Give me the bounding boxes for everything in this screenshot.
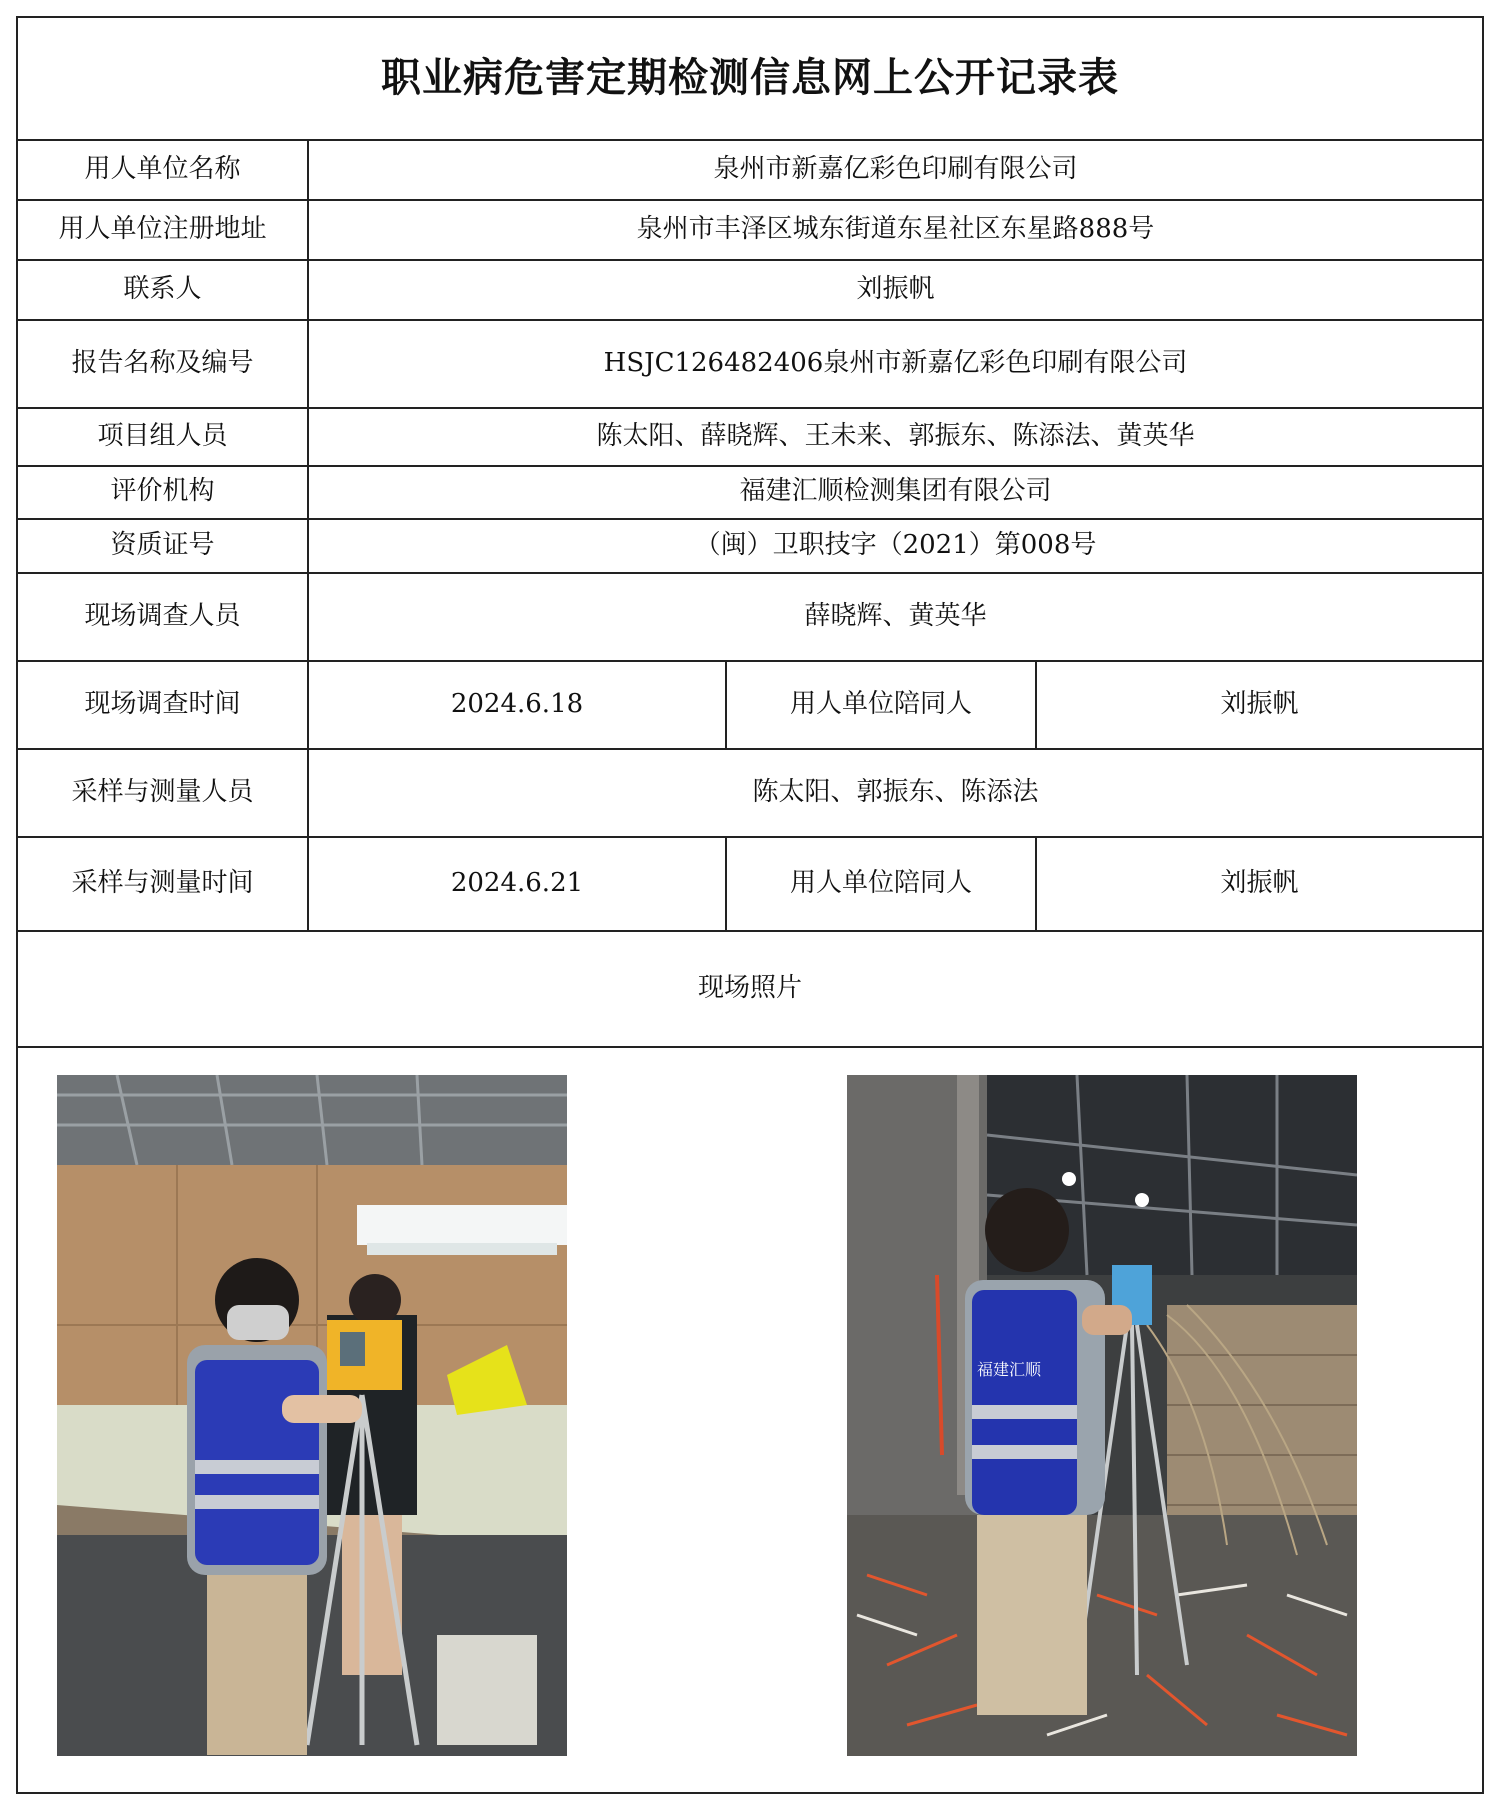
sampling-staff-label: 采样与测量人员: [71, 776, 254, 807]
survey-escort-label: 用人单位陪同人: [789, 688, 972, 719]
certificate-value: （闽）卫职技字（2021）第008号: [694, 529, 1097, 560]
survey-time-label: 现场调查时间: [84, 688, 241, 719]
employer-address-label: 用人单位注册地址: [58, 213, 267, 244]
team-value: 陈太阳、薛晓辉、王未来、郭振东、陈添法、黄英华: [596, 420, 1195, 451]
sampling-escort-value: 刘振帆: [1220, 867, 1299, 898]
survey-escort-value: 刘振帆: [1220, 688, 1299, 719]
employer-name-label: 用人单位名称: [84, 153, 241, 184]
page-title: 职业病危害定期检测信息网上公开记录表: [381, 55, 1119, 101]
vest-text: 福建汇顺: [977, 1360, 1042, 1379]
report-value: HSJC126482406泉州市新嘉亿彩色印刷有限公司: [603, 347, 1188, 378]
employer-name-value: 泉州市新嘉亿彩色印刷有限公司: [713, 153, 1078, 184]
certificate-label: 资质证号: [110, 529, 215, 560]
survey-staff-label: 现场调查人员: [84, 600, 241, 631]
contact-label: 联系人: [123, 273, 202, 304]
sampling-time-value: 2024.6.21: [450, 867, 584, 898]
report-label: 报告名称及编号: [71, 347, 254, 378]
photos-heading: 现场照片: [697, 972, 802, 1003]
contact-value: 刘振帆: [856, 273, 935, 304]
team-label: 项目组人员: [97, 420, 228, 451]
sampling-time-label: 采样与测量时间: [71, 867, 254, 898]
survey-staff-value: 薛晓辉、黄英华: [804, 600, 987, 631]
site-photo-2: [847, 1075, 1357, 1756]
sampling-staff-value: 陈太阳、郭振东、陈添法: [752, 776, 1039, 807]
agency-value: 福建汇顺检测集团有限公司: [739, 476, 1052, 507]
employer-address-value: 泉州市丰泽区城东街道东星社区东星路888号: [636, 213, 1155, 244]
agency-label: 评价机构: [110, 476, 215, 507]
survey-time-value: 2024.6.18: [450, 688, 584, 719]
site-photo-1: [57, 1075, 567, 1756]
row-divider: [16, 1046, 1484, 1048]
sampling-escort-label: 用人单位陪同人: [789, 867, 972, 898]
